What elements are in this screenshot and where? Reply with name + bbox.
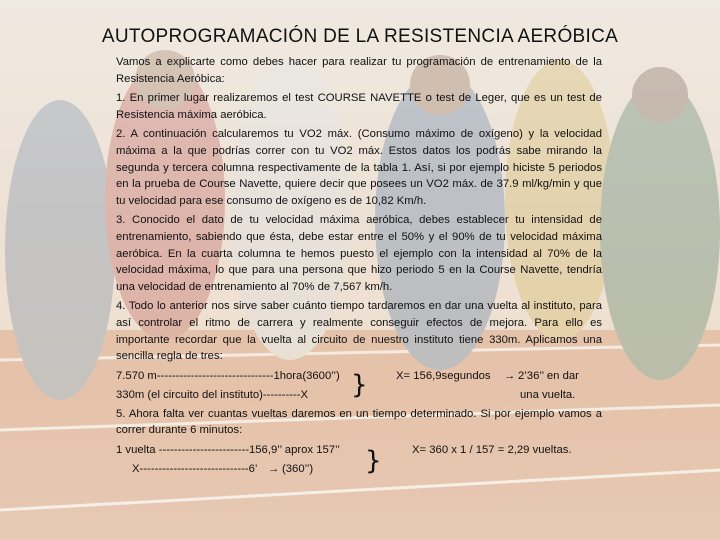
arrow-icon: → [504, 369, 516, 382]
brace-icon: } [351, 370, 368, 400]
brace-icon: } [365, 446, 382, 476]
calc-2-left: 1 vuelta ------------------------156,9’’ aprox 157’’ [116, 443, 340, 456]
calc-1-left-2: 330m (el circuito del instituto)----------X [116, 388, 309, 401]
step-1-paragraph: 1. En primer lugar realizaremos el test COURSE NAVETTE o test de Leger, que es un test de Resistencia máxima aeróbica. [116, 92, 602, 121]
calc-1-right-2: una vuelta. [520, 388, 576, 401]
calc-1-result: 2’36’’ en dar [518, 369, 579, 382]
step-4-paragraph: 4. Todo lo anterior nos sirve saber cuánto tiempo tardaremos en dar una vuelta al instituto, para así controlar el ritmo de carrera y realmente conseguir efectos de mejora. Para ello es importante recordar que la vuelta al circuito de nuestro instituto tiene 330m. Aplicamos una sencilla regla de tres: [116, 300, 602, 363]
slide-title: AUTOPROGRAMACIÓN DE LA RESISTENCIA AERÓBICA [101, 26, 619, 47]
calc-2-left-2-end: (360’’) [282, 462, 314, 475]
step-2-paragraph: 2. A continuación calcularemos tu VO2 máx. (Consumo máximo de oxígeno) y la velocidad máxima a la que podrías correr con tu VO2 máx. Estos datos los podrás sabe mirando la segunda y tercera columna respectivamente de la tabla 1. Así, si por ejemplo hiciste 5 periodos en la prueba de Course Navette, quiere decir que posees un VO2 máx. de 37.9 ml/kg/min y que tu velocidad para ese consumo de oxígeno es de 10,82 Km/h. [116, 128, 602, 207]
calc-2-row-2 [116, 461, 602, 480]
calc-1-left: 7.570 m-------------------------------1hora(3600’’) [116, 369, 340, 382]
calc-2-right: X= 360 x 1 / 157 = 2,29 vueltas. [412, 443, 572, 456]
calc-1-right: X= 156,9segundos [396, 369, 491, 382]
step-3-paragraph: 3. Conocido el dato de tu velocidad máxima aeróbica, debes establecer tu intensidad de entrenamiento, sabiendo que ésta, debe estar entre el 50% y el 90% de tu velocidad máxima aeróbica. En la cuarta columna te hemos puesto el ejemplo con la intensidad al 70% de la velocidad máxima, lo que para una persona que hizo periodo 5 en la Course Navette, tendría una velocidad de entrenamiento al 70% de 7,567 km/h. [116, 214, 602, 293]
arrow-icon: → [268, 462, 280, 475]
slide-content [116, 54, 602, 480]
calc-2-left-2: X-----------------------------6’ [132, 462, 258, 475]
step-5-paragraph: 5. Ahora falta ver cuantas vueltas daremos en un tiempo determinado. Si por ejemplo vamos a correr durante 6 minutos: [116, 407, 602, 437]
calc-2-row-1 [116, 442, 602, 461]
intro-paragraph: Vamos a explicarte como debes hacer para realizar tu programación de entrenamiento de la Resistencia Aeróbica: [116, 56, 602, 85]
